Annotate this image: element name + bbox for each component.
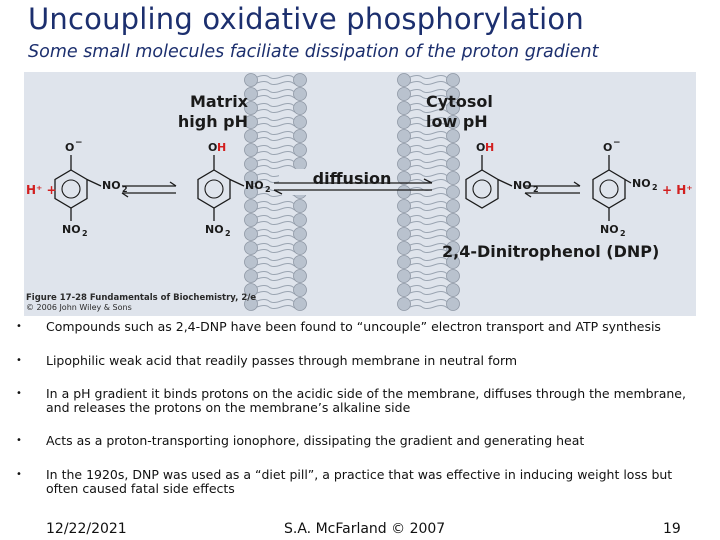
bullet-item: • Lipophilic weak acid that readily passes through membrane in neutral form	[16, 353, 518, 368]
figure-caption-line-1: Figure 17-28 Fundamentals of Biochemistry, 2/e	[26, 293, 257, 303]
matrix-label: Matrix	[189, 92, 248, 111]
bullet-item: • In a pH gradient it binds protons on the acidic side of the membrane, diffuses through the membrane, and releases the protons on the membrane’s alkaline side	[16, 386, 686, 415]
lipid-head	[447, 172, 460, 185]
lipid-head	[294, 228, 307, 241]
svg-text:2: 2	[652, 183, 658, 192]
lipid-head	[245, 228, 258, 241]
lipid-head	[294, 130, 307, 143]
lipid-head	[398, 186, 411, 199]
lipid-head	[245, 270, 258, 283]
lipid-head	[447, 186, 460, 199]
diffusion-label: diffusion	[312, 169, 392, 188]
lipid-head	[294, 102, 307, 115]
svg-text:O: O	[208, 141, 218, 154]
lipid-head	[447, 270, 460, 283]
lipid-head	[294, 200, 307, 213]
compound-label: 2,4-Dinitrophenol (DNP)	[442, 242, 660, 261]
bullet-list	[16, 318, 706, 496]
cytosol-ph-label: low pH	[426, 112, 488, 131]
lipid-head	[398, 256, 411, 269]
page-number: 19	[663, 521, 681, 537]
lipid-head	[294, 116, 307, 129]
svg-text:O: O	[476, 141, 486, 154]
lipid-head	[398, 214, 411, 227]
proton-right: + H⁺	[662, 183, 693, 197]
lipid-head	[398, 88, 411, 101]
slide-title: Uncoupling oxidative phosphorylation	[28, 2, 584, 36]
svg-text:NO: NO	[102, 179, 121, 192]
lipid-head	[447, 284, 460, 297]
lipid-head	[294, 284, 307, 297]
lipid-head	[447, 144, 460, 157]
lipid-head	[398, 144, 411, 157]
lipid-head	[398, 130, 411, 143]
svg-text:2: 2	[122, 185, 128, 194]
svg-text:O: O	[603, 141, 613, 154]
bullet-dot: •	[16, 435, 22, 446]
lipid-head	[398, 242, 411, 255]
lipid-head	[447, 200, 460, 213]
lipid-head	[398, 158, 411, 171]
lipid-head	[447, 214, 460, 227]
lipid-head	[398, 102, 411, 115]
footer-author: S.A. McFarland © 2007	[284, 521, 446, 537]
bullet-dot: •	[16, 388, 22, 399]
bullet-dot: •	[16, 355, 22, 366]
lipid-head	[398, 270, 411, 283]
lipid-head	[294, 270, 307, 283]
svg-text:−: −	[75, 138, 83, 148]
svg-text:O: O	[65, 141, 75, 154]
lipid-head	[245, 242, 258, 255]
lipid-head	[294, 74, 307, 87]
bullet-dot: •	[16, 469, 22, 480]
lipid-head	[294, 144, 307, 157]
lipid-head	[447, 74, 460, 87]
bullet-item: • In the 1920s, DNP was used as a “diet pill”, a practice that was effective in inducing weight loss but often caused fatal side effects	[16, 467, 673, 496]
lipid-head	[398, 284, 411, 297]
lipid-head	[294, 242, 307, 255]
lipid-head	[245, 144, 258, 157]
matrix-ph-label: high pH	[177, 112, 248, 131]
svg-text:NO: NO	[245, 179, 264, 192]
lipid-head	[245, 200, 258, 213]
lipid-head	[245, 158, 258, 171]
figure-caption-line-2: © 2006 John Wiley & Sons	[26, 303, 132, 312]
svg-text:2: 2	[225, 229, 231, 238]
lipid-head	[447, 298, 460, 311]
lipid-head	[398, 228, 411, 241]
lipid-head	[245, 214, 258, 227]
svg-text:H: H	[485, 141, 495, 154]
svg-text:2: 2	[265, 185, 271, 194]
lipid-head	[245, 74, 258, 87]
svg-text:−: −	[613, 138, 621, 148]
lipid-head	[398, 200, 411, 213]
svg-text:2: 2	[620, 229, 626, 238]
lipid-head	[294, 158, 307, 171]
footer-date: 12/22/2021	[46, 521, 127, 537]
lipid-head	[294, 298, 307, 311]
svg-text:2: 2	[82, 229, 88, 238]
cytosol-label: Cytosol	[426, 92, 493, 111]
lipid-head	[447, 130, 460, 143]
svg-text:H: H	[217, 141, 227, 154]
lipid-head	[398, 298, 411, 311]
svg-text:NO: NO	[632, 177, 651, 190]
lipid-head	[294, 256, 307, 269]
proton-left: H⁺ +	[26, 183, 57, 197]
svg-text:NO: NO	[205, 223, 224, 236]
bullet-dot: •	[16, 321, 22, 332]
lipid-head	[398, 116, 411, 129]
lipid-head	[447, 158, 460, 171]
slide-subtitle: Some small molecules faciliate dissipation of the proton gradient	[28, 42, 599, 62]
bullet-item: • Compounds such as 2,4-DNP have been found to “uncouple” electron transport and ATP synthesis	[16, 319, 661, 334]
lipid-head	[245, 256, 258, 269]
lipid-head	[294, 214, 307, 227]
lipid-head	[245, 130, 258, 143]
svg-text:2: 2	[533, 185, 539, 194]
dnp-figure	[24, 72, 696, 316]
lipid-head	[398, 74, 411, 87]
lipid-head	[294, 88, 307, 101]
lipid-head	[447, 228, 460, 241]
svg-text:NO: NO	[600, 223, 619, 236]
svg-text:NO: NO	[62, 223, 81, 236]
bullet-item: • Acts as a proton-transporting ionophore, dissipating the gradient and generating heat	[16, 433, 585, 448]
svg-text:NO: NO	[513, 179, 532, 192]
